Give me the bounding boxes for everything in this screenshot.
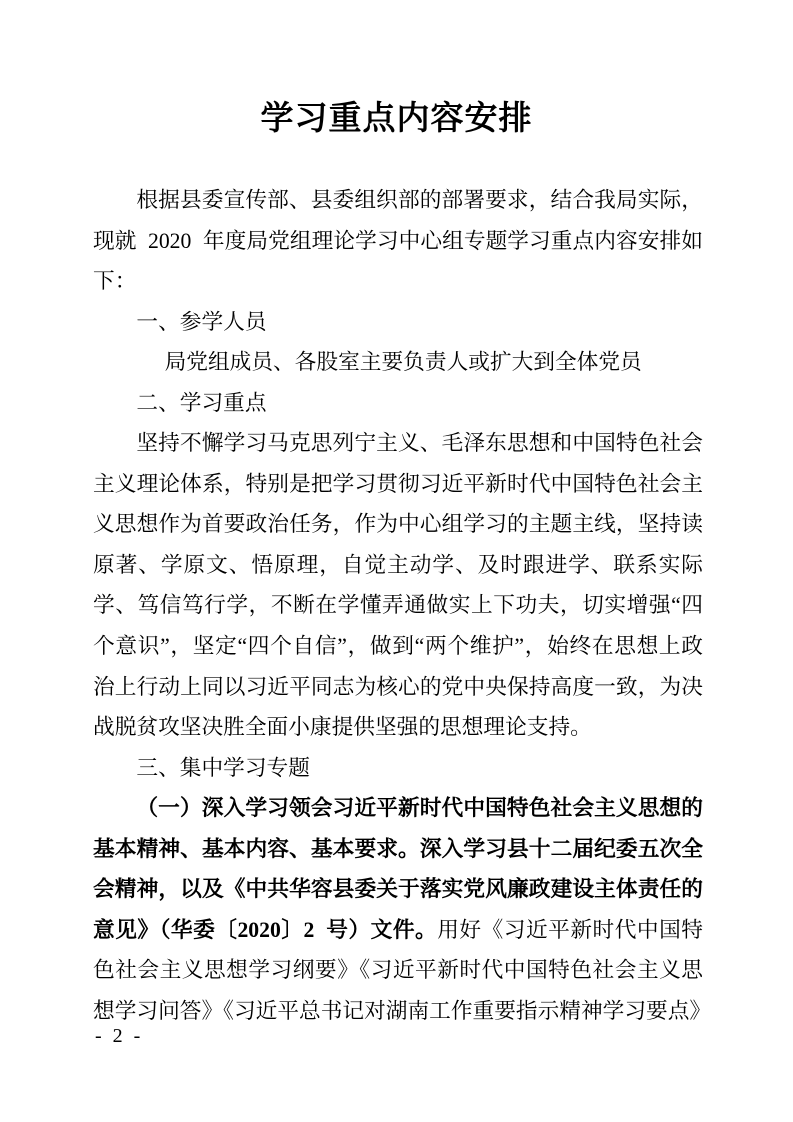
page-number: - 2 -: [95, 1025, 144, 1047]
intro-paragraph: 根据县委宣传部、县委组织部的部署要求，结合我局实际，现就 2020 年度局党组理论学习中心组专题学习重点内容安排如下：: [93, 188, 703, 294]
topic1-paragraph: [93, 788, 712, 1031]
topic1-bold-text: （一）深入学习领会习近平新时代中国特色社会主义思想的基本精神、基本内容、基本要求。深入学习县十二届纪委五次全会精神，以及《中共华容县委关于落实党风廉政建设主体责任的意见》（华委〔2020〕2 号）文件。: [93, 796, 703, 942]
topic1-regular-text: 用好《习近平新时代中国特色社会主义思想学习纲要》《习近平新时代中国特色社会主义思想学习问答》《习近平总书记对湖南工作重要指示精神学习要点》: [93, 917, 712, 1023]
section-heading-participants: 一、参学人员: [136, 309, 267, 334]
document-body: [93, 180, 712, 1031]
section-heading-study-topics: 三、集中学习专题: [136, 755, 310, 780]
section-heading-study-focus: 二、学习重点: [136, 390, 267, 415]
document-title: 学习重点内容安排: [260, 101, 533, 137]
participants-text: 局党组成员、各股室主要负责人或扩大到全体党员: [164, 350, 642, 375]
study-focus-paragraph: 坚持不懈学习马克思列宁主义、毛泽东思想和中国特色社会主义理论体系，特别是把学习贯彻习近平新时代中国特色社会主义思想作为首要政治任务，作为中心组学习的主题主线，坚持读原著、学原文、悟原理，自觉主动学、及时跟进学、联系实际学、笃信笃行学，不断在学懂弄通做实上下功夫，切实增强“四个意识”，坚定“四个自信”，做到“两个维护”，始终在思想上政治上行动上同以习近平同志为核心的党中央保持高度一致，为决战脱贫攻坚决胜全面小康提供坚强的思想理论支持。: [93, 431, 703, 740]
